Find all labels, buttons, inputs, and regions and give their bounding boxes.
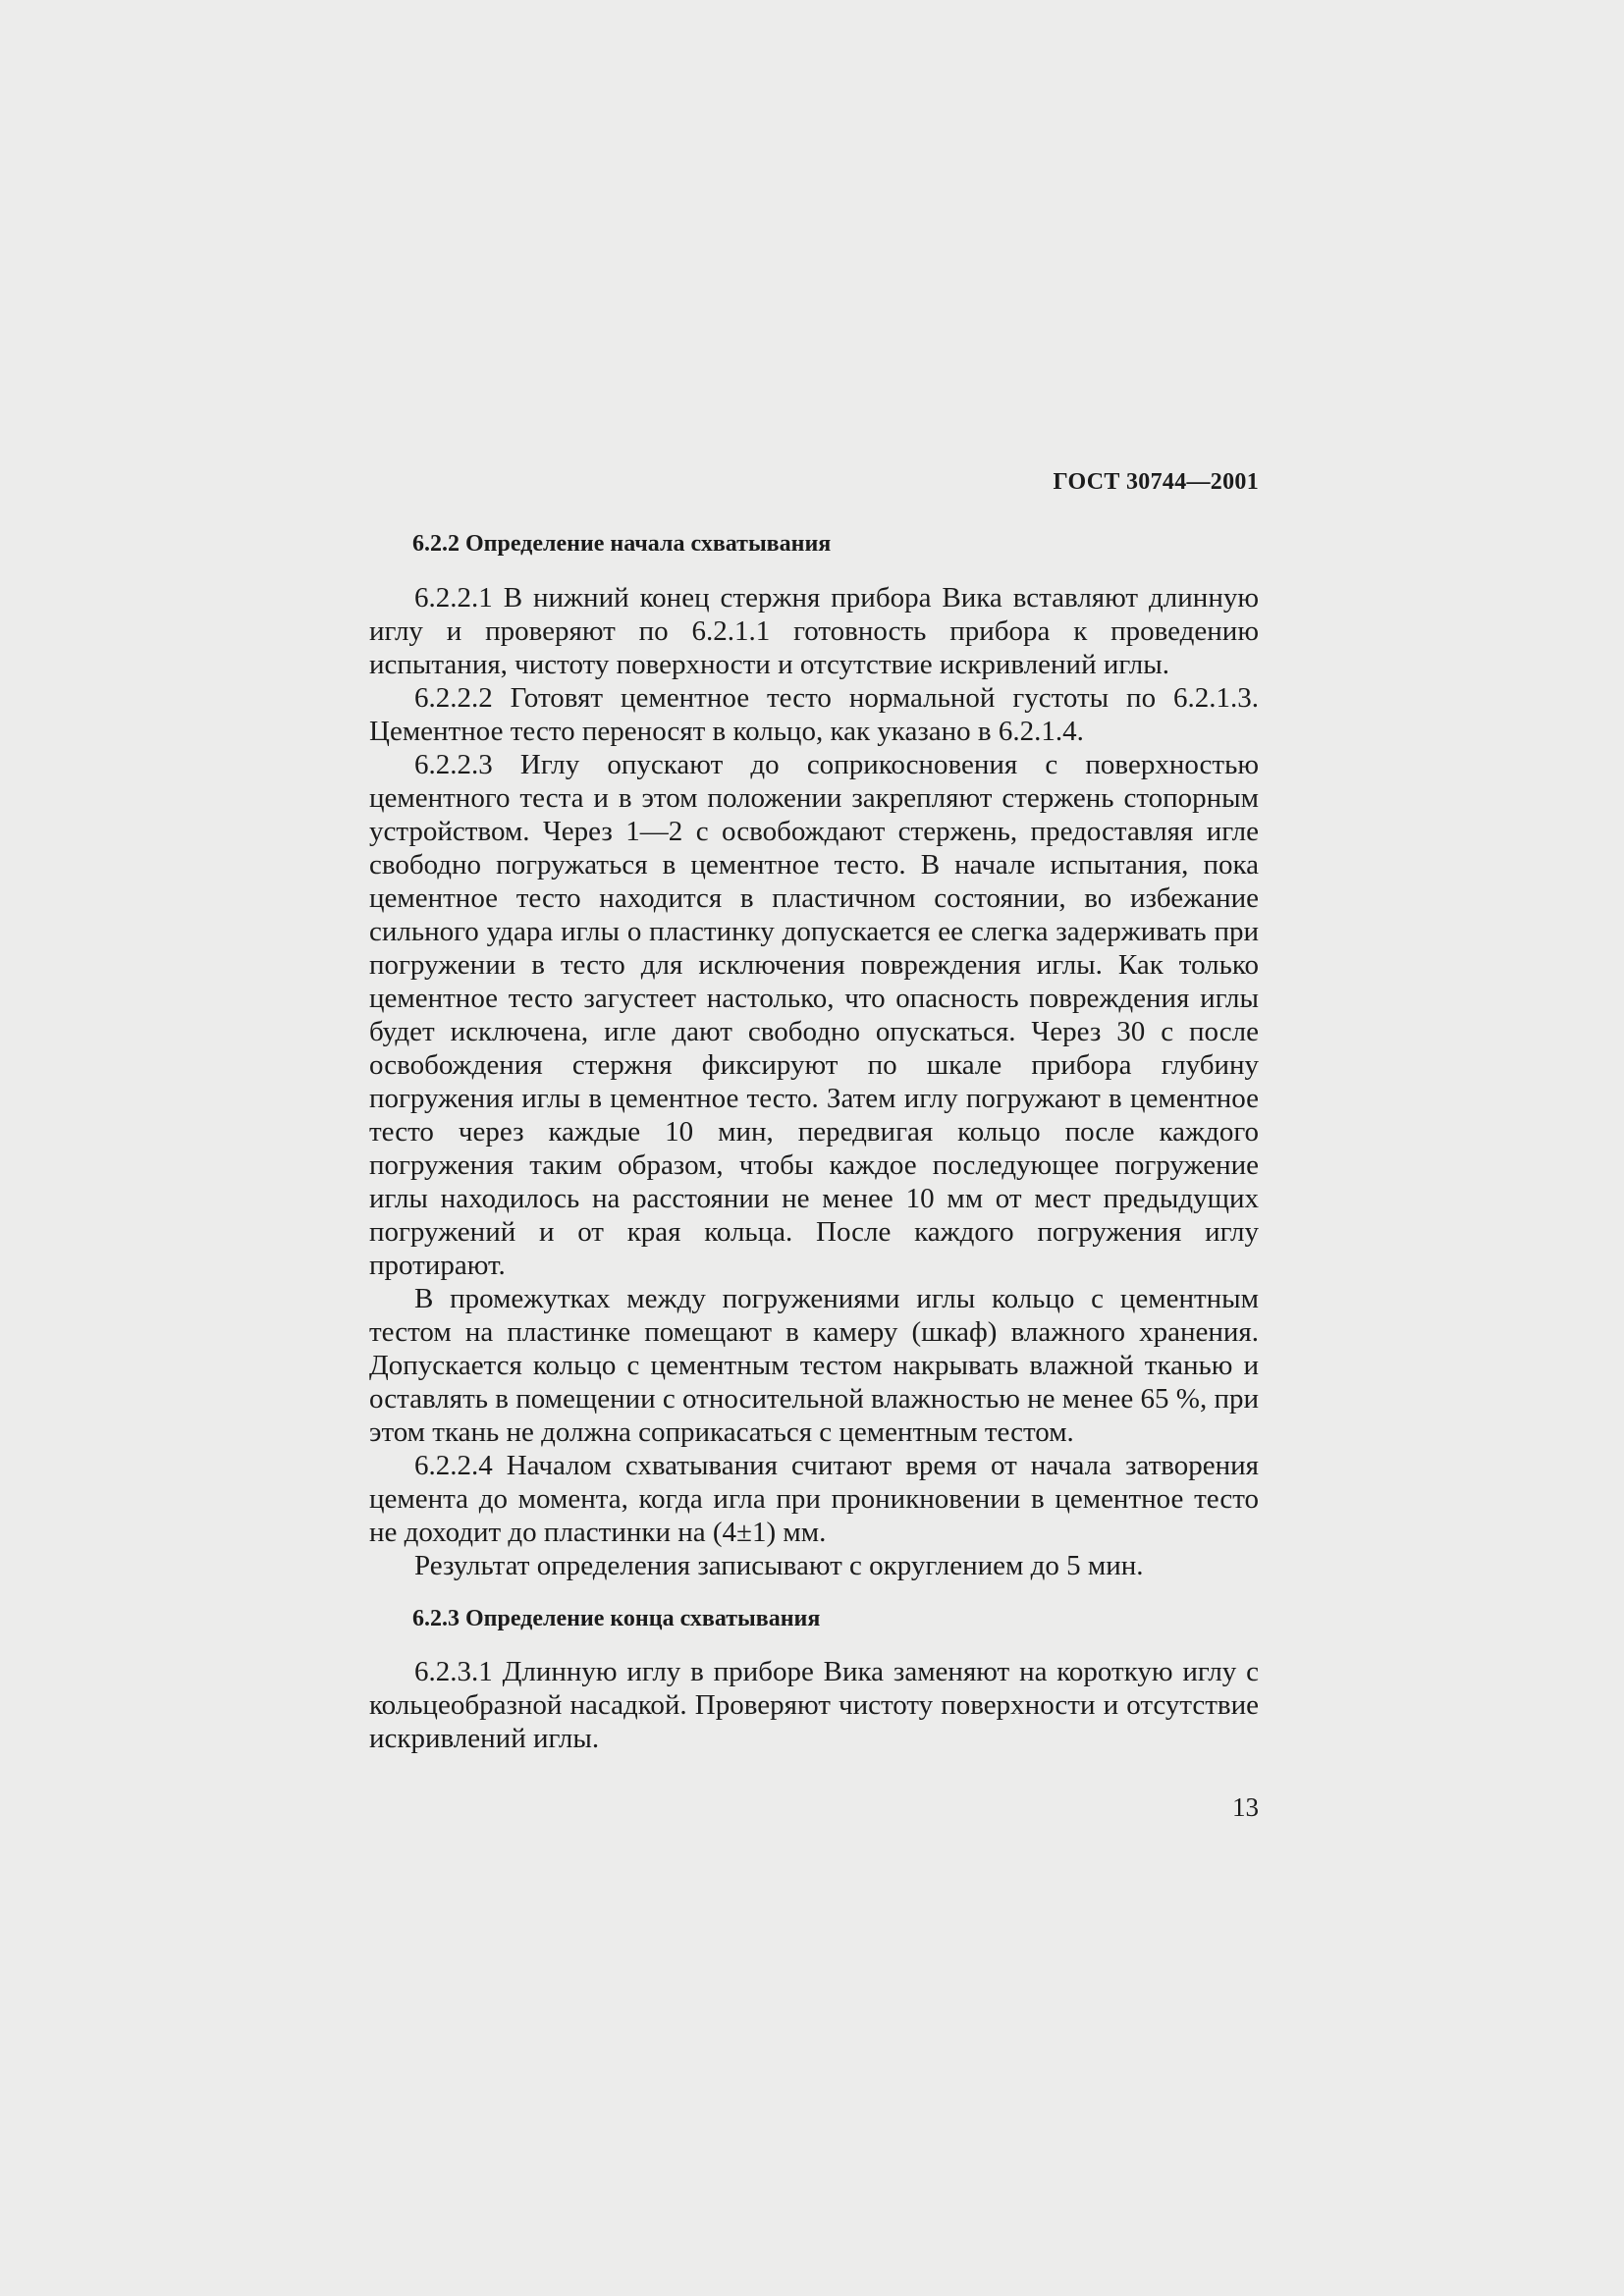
document-id-header: ГОСТ 30744—2001	[1053, 469, 1259, 495]
paragraph-6-2-2-2: 6.2.2.2 Готовят цементное тесто нормальной густоты по 6.2.1.3. Цементное тесто переносят в кольцо, как указано в 6.2.1.4.	[369, 682, 1259, 747]
section-heading-6-2-3: 6.2.3 Определение конца схватывания	[412, 1606, 821, 1631]
section-6-2-3-body	[369, 1655, 1259, 1755]
paragraph-storage-note: В промежутках между погружениями иглы кольцо с цементным тестом на пластинке помещают в камеру (шкаф) влажного хранения. Допускается кольцо с цементным тестом накрывать влажной тканью и оставлять в помещении с относительной влажностью не менее 65 %, при этом ткань не должна соприкасаться с цементным тестом.	[369, 1283, 1259, 1448]
paragraph-6-2-2-3: 6.2.2.3 Иглу опускают до соприкосновения с поверхностью цементного теста и в этом положении закрепляют стержень стопорным устройством. Через 1—2 с освобождают стержень, предоставляя игле свободно погружаться в цементное тесто. В начале испытания, пока цементное тесто находится в пластичном состоянии, во избежание сильного удара иглы о пластинку допускается ее слегка задерживать при погружении в тесто для исключения повреждения иглы. Как только цементное тесто загустеет настолько, что опасность повреждения иглы будет исключена, игле дают свободно опускаться. Через 30 с после освобождения стержня фиксируют по шкале прибора глубину погружения иглы в цементное тесто. Затем иглу погружают в цементное тесто через каждые 10 мин, передвигая кольцо после каждого погружения таким образом, чтобы каждое последующее погружение иглы находилось на расстоянии не менее 10 мм от мест предыдущих погружений и от края кольца. После каждого погружения иглу протирают.	[369, 749, 1259, 1281]
paragraph-6-2-2-1: 6.2.2.1 В нижний конец стержня прибора Вика вставляют длинную иглу и проверяют по 6.2.1.1 готовность прибора к проведению испытания, чистоту поверхности и отсутствие искривлений иглы.	[369, 582, 1259, 680]
section-heading-6-2-2: 6.2.2 Определение начала схватывания	[412, 531, 832, 557]
section-6-2-2-body	[369, 581, 1259, 1582]
page-number: 13	[1232, 1792, 1259, 1822]
paragraph-6-2-2-4: 6.2.2.4 Началом схватывания считают время от начала затворения цемента до момента, когда игла при проникновении в цементное тесто не доходит до пластинки на (4±1) мм.	[369, 1450, 1259, 1548]
paragraph-6-2-3-1: 6.2.3.1 Длинную иглу в приборе Вика заменяют на короткую иглу с кольцеобразной насадкой. Проверяют чистоту поверхности и отсутствие искривлений иглы.	[369, 1656, 1259, 1754]
paragraph-result-rounding: Результат определения записывают с округлением до 5 мин.	[414, 1550, 1144, 1581]
